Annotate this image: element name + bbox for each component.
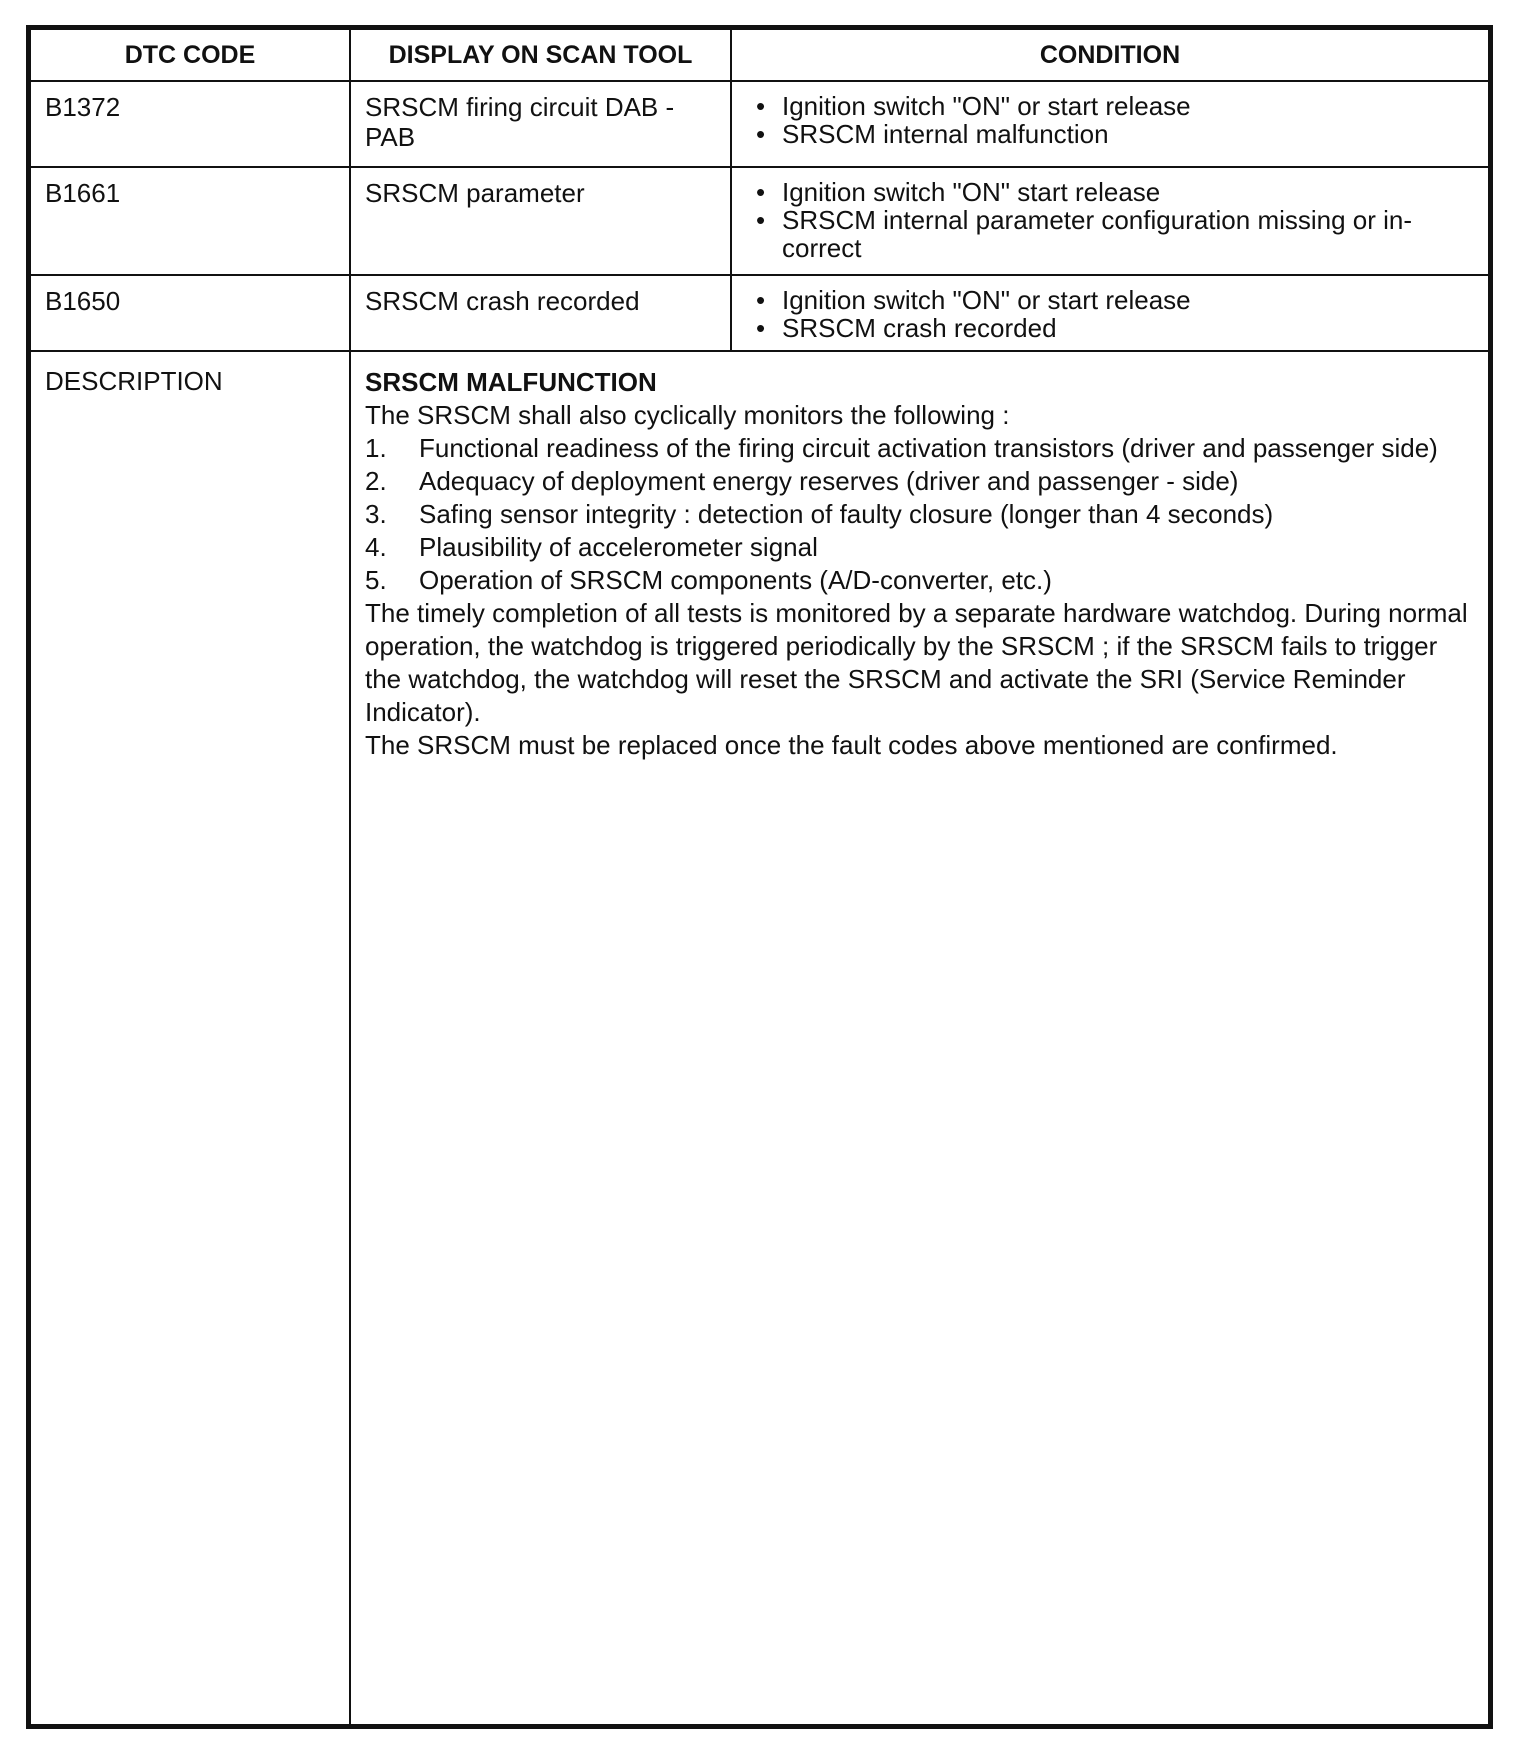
description-cell bbox=[350, 351, 1489, 1725]
dtc-code-cell: B1661 bbox=[30, 167, 350, 275]
condition-item bbox=[746, 120, 1474, 148]
condition-text: Ignition switch "ON" or start release bbox=[782, 285, 1191, 315]
item-number: 4. bbox=[365, 532, 387, 562]
table-row bbox=[30, 81, 1489, 167]
bullet-icon: • bbox=[756, 313, 766, 343]
bullet-icon: • bbox=[756, 177, 766, 207]
dtc-code-cell: B1650 bbox=[30, 275, 350, 351]
item-number: 1. bbox=[365, 433, 387, 463]
condition-item bbox=[746, 206, 1474, 262]
table-row bbox=[30, 275, 1489, 351]
description-row bbox=[30, 351, 1489, 1725]
condition-text: SRSCM internal malfunction bbox=[782, 119, 1109, 149]
table-row bbox=[30, 167, 1489, 275]
list-item bbox=[365, 564, 1474, 597]
bullet-icon: • bbox=[756, 285, 766, 315]
condition-cell bbox=[731, 81, 1489, 167]
dtc-document bbox=[26, 25, 1493, 1729]
item-text: Plausibility of accelerometer signal bbox=[419, 532, 818, 562]
item-text: Adequacy of deployment energy reserves (driver and passenger - side) bbox=[419, 466, 1239, 496]
condition-list bbox=[746, 92, 1474, 148]
display-cell: SRSCM firing circuit DAB - PAB bbox=[350, 81, 731, 167]
list-item bbox=[365, 465, 1474, 498]
item-text: Operation of SRSCM components (A/D-converter, etc.) bbox=[419, 565, 1052, 595]
description-intro: The SRSCM shall also cyclically monitors the following : bbox=[365, 400, 1010, 430]
condition-item bbox=[746, 286, 1474, 314]
description-label: DESCRIPTION bbox=[30, 351, 350, 1725]
display-cell: SRSCM parameter bbox=[350, 167, 731, 275]
item-number: 5. bbox=[365, 565, 387, 595]
item-number: 3. bbox=[365, 499, 387, 529]
bullet-icon: • bbox=[756, 119, 766, 149]
item-text: Functional readiness of the firing circuit activation transistors (driver and passenger side) bbox=[419, 433, 1438, 463]
header-condition: CONDITION bbox=[731, 29, 1489, 81]
list-item bbox=[365, 531, 1474, 564]
condition-text: Ignition switch "ON" or start release bbox=[782, 91, 1191, 121]
dtc-code-cell: B1372 bbox=[30, 81, 350, 167]
bullet-icon: • bbox=[756, 205, 766, 235]
condition-cell bbox=[731, 275, 1489, 351]
condition-text: SRSCM internal parameter configuration missing or in-correct bbox=[782, 205, 1413, 263]
description-paragraph: The SRSCM must be replaced once the fault codes above mentioned are confirmed. bbox=[365, 730, 1338, 760]
list-item bbox=[365, 498, 1474, 531]
header-display-on-scan-tool: DISPLAY ON SCAN TOOL bbox=[350, 29, 731, 81]
condition-text: Ignition switch "ON" start release bbox=[782, 177, 1161, 207]
item-text: Safing sensor integrity : detection of faulty closure (longer than 4 seconds) bbox=[419, 499, 1274, 529]
condition-item bbox=[746, 92, 1474, 120]
monitor-list bbox=[365, 432, 1474, 597]
display-cell: SRSCM crash recorded bbox=[350, 275, 731, 351]
list-item bbox=[365, 432, 1474, 465]
dtc-table bbox=[29, 28, 1490, 1726]
condition-list bbox=[746, 178, 1474, 262]
header-row bbox=[30, 29, 1489, 81]
bullet-icon: • bbox=[756, 91, 766, 121]
description-paragraph: The timely completion of all tests is monitored by a separate hardware watchdog. During normal operation, the watchdog is triggered periodically by the SRSCM ; if the SRSCM fails to trigger the watchdog, the watchdog will reset the SRSCM and activate the SRI (Service Reminder Indicator). bbox=[365, 598, 1468, 727]
condition-cell bbox=[731, 167, 1489, 275]
item-number: 2. bbox=[365, 466, 387, 496]
description-title: SRSCM MALFUNCTION bbox=[365, 367, 657, 397]
header-dtc-code: DTC CODE bbox=[30, 29, 350, 81]
condition-list bbox=[746, 286, 1474, 342]
condition-text: SRSCM crash recorded bbox=[782, 313, 1057, 343]
condition-item bbox=[746, 178, 1474, 206]
condition-item bbox=[746, 314, 1474, 342]
